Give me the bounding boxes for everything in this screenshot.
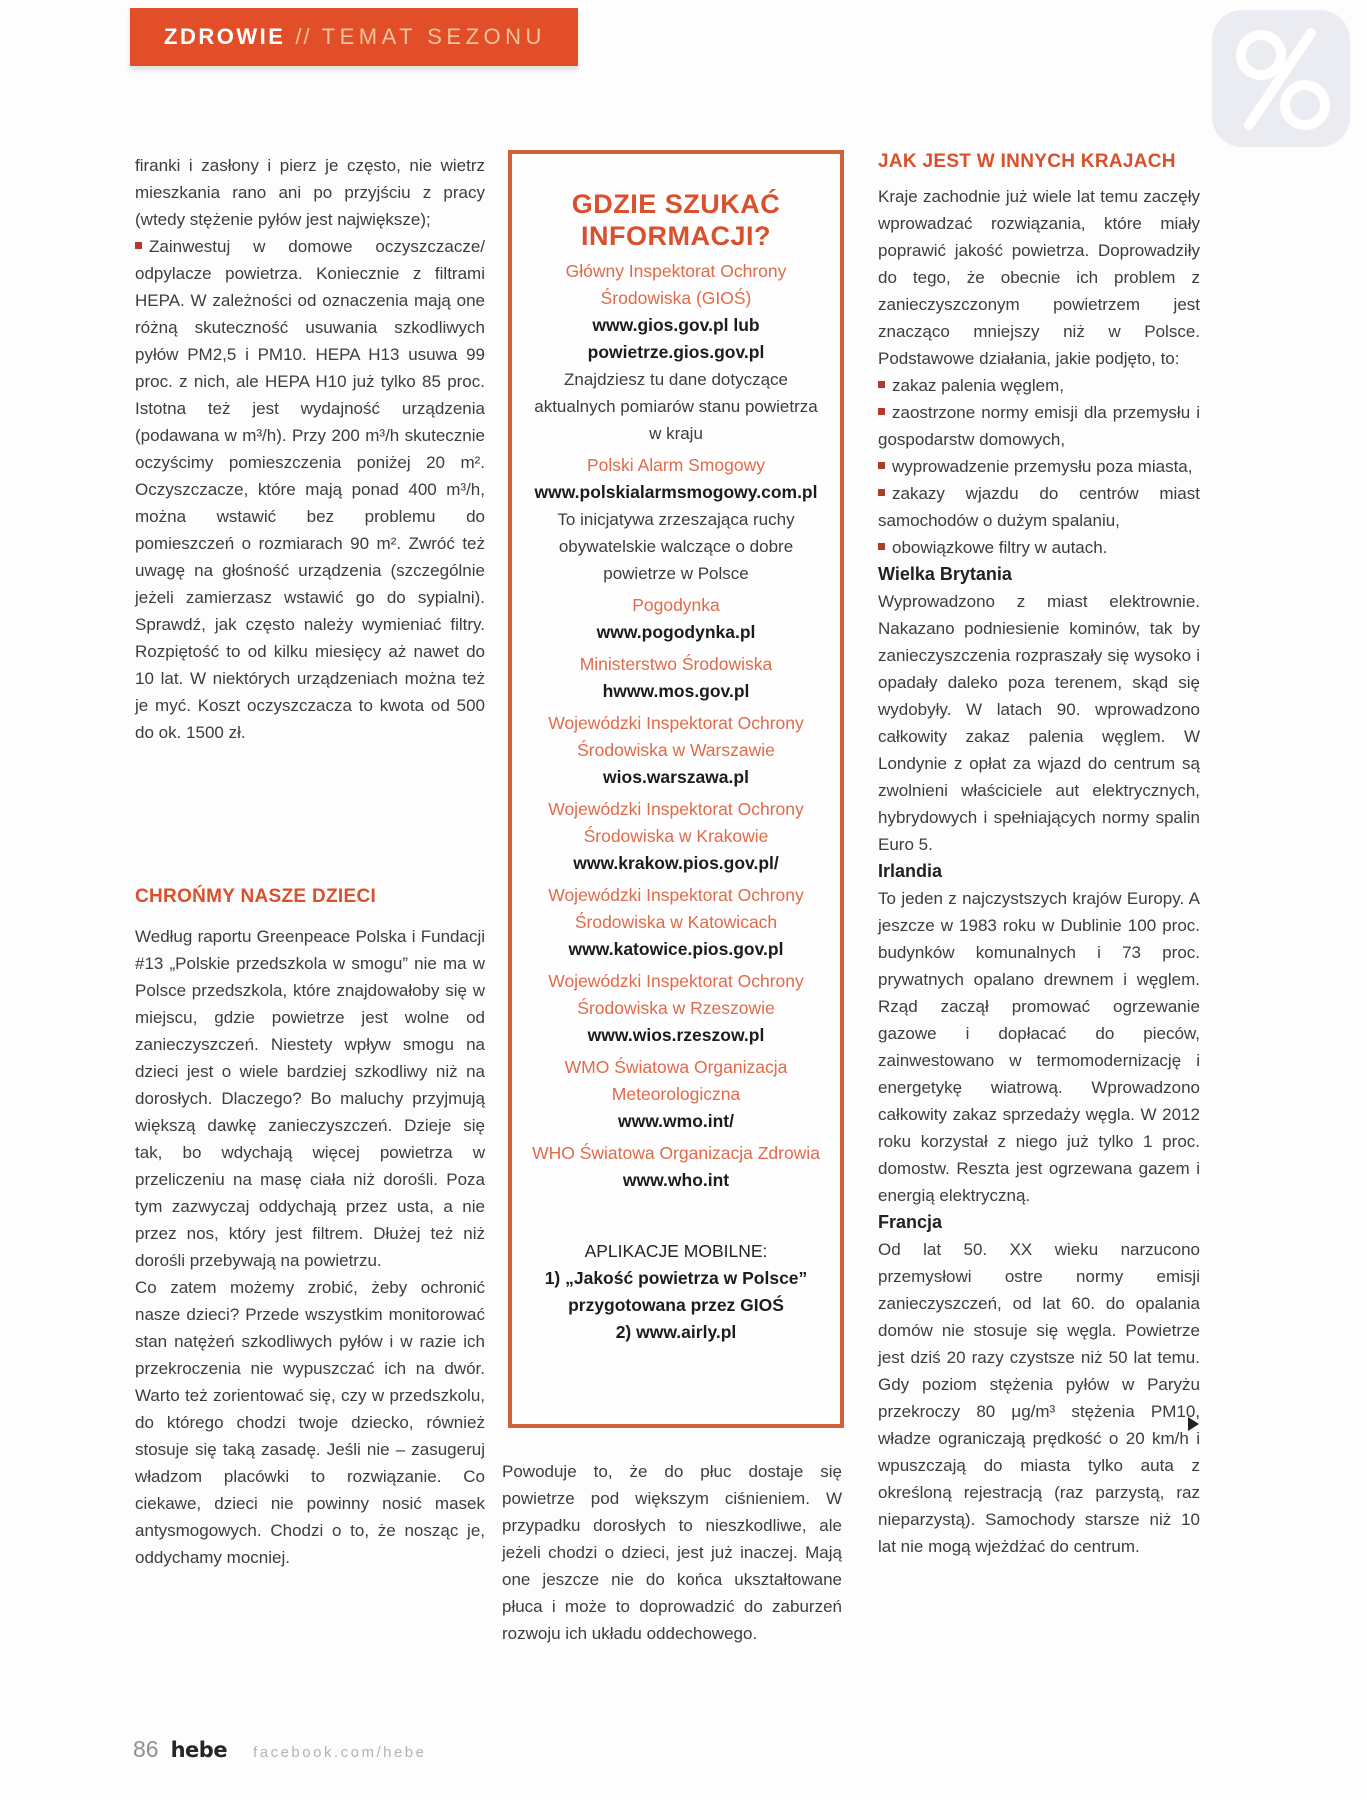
info-source-name: WHO Światowa Organizacja Zdrowia (532, 1143, 820, 1163)
info-source (527, 651, 825, 705)
info-source-name: Wojewódzki Inspektorat Ochrony Środowiska w Krakowie (548, 799, 804, 846)
square-bullet-icon (878, 408, 885, 415)
section-name: ZDROWIE (164, 24, 286, 49)
measure-list-item (878, 453, 1200, 480)
square-bullet-icon (878, 462, 885, 469)
info-source-url: wios.warszawa.pl (603, 767, 749, 787)
info-source (527, 1054, 825, 1135)
info-source-url: www.krakow.pios.gov.pl/ (573, 853, 779, 873)
middle-column-paragraph: Powoduje to, że do płuc dostaje się powietrze pod większym ciśnieniem. W przypadku dorosłych to nieszkodliwe, ale jeżeli chodzi o dzieci, jest już inaczej. Mają one jeszcze nie do końca ukształtowane płuca i może to doprowadzić do zaburzeń rozwoju ich układu oddechowego. (502, 1462, 842, 1643)
section-heading-protect-children: CHROŃMY NASZE DZIECI (135, 886, 377, 907)
square-bullet-icon (878, 381, 885, 388)
paragraph-children-1: Według raportu Greenpeace Polska i Fundacji #13 „Polskie przedszkola w smogu” nie ma w Polsce przedszkola, które znajdowałoby się w miejscu, gdzie powietrze jest wolne od zanieczyszczeń. Niestety wpływ smogu na dzieci jest o wiele bardziej szkodliwy niż na dorosłych. Dlaczego? Bo maluchy przyjmują większą dawkę zanieczyszczeń. Dzieje się tak, bo wdychają więcej powietrza w przeliczeniu na masę ciała niż dorośli. Poza tym zazwyczaj oddychają przez usta, a nie przez nos, który jest filtrem. Dłużej też niż dorośli przebywają na powietrzu. (135, 927, 485, 1270)
paragraph-children-2: Co zatem możemy zrobić, żeby ochronić nasze dzieci? Przede wszystkim monitorować stan natężeń szkodliwych pyłów i w razie ich przekroczenia nie wypuszczać ich na dwór. Warto też zorientować się, czy w przedszkolu, do którego chodzi twoje dziecko, również stosuje się taką zasadę. Jeśli nie – zasugeruj władzom placówki to rozwiązanie. Co ciekawe, dzieci nie powinny nosić masek antysmogowych. Chodzi o to, że nosząc je, oddychamy mocniej. (135, 1278, 485, 1567)
section-header-bar (130, 8, 578, 66)
measure-text: wyprowadzenie przemysłu poza miasta, (892, 457, 1193, 476)
info-source (527, 258, 825, 447)
measure-text: zakazy wjazdu do centrów miast samochodów o dużym spalaniu, (878, 484, 1200, 530)
info-source (527, 452, 825, 587)
info-source-name: Główny Inspektorat Ochrony Środowiska (GIOŚ) (565, 261, 787, 308)
measure-list-item (878, 480, 1200, 534)
square-bullet-icon (878, 543, 885, 550)
mobile-apps-section (527, 1238, 825, 1346)
info-source (527, 710, 825, 791)
info-source (527, 968, 825, 1049)
info-source-url: hwww.mos.gov.pl (602, 681, 750, 701)
right-arrow-icon (1188, 1417, 1199, 1431)
info-source-url: www.gios.gov.pl lub powietrze.gios.gov.pl (587, 315, 765, 362)
square-bullet-icon (135, 242, 142, 249)
country-paragraph-uk: Wyprowadzono z miast elektrownie. Nakazano podniesienie kominów, tak by zanieczyszczenia rozpraszały się wysoko i opadały daleko poza terenem, skąd się wydobyły. W latach 90. wprowadzono całkowity zakaz palenia węglem. W Londynie z opłat za wjazd do centrum są zwolnieni właściciele aut elektrycznych, hybrydowych i spełniających normy spalin Euro 5. (878, 592, 1200, 854)
left-column-top (135, 152, 485, 746)
info-source-url: www.katowice.pios.gov.pl (568, 939, 784, 959)
info-source-url: www.wmo.int/ (617, 1111, 734, 1131)
page-footer (133, 1736, 426, 1763)
info-source (527, 882, 825, 963)
measure-text: zaostrzone normy emisji dla przemysłu i gospodarstw domowych, (878, 403, 1200, 449)
mobile-app-item: 2) www.airly.pl (615, 1322, 737, 1342)
right-column (878, 150, 1200, 1560)
info-box (508, 150, 844, 1428)
percent-icon (1212, 10, 1350, 147)
measure-text: zakaz palenia węglem, (892, 376, 1064, 395)
info-source-description: To inicjatywa zrzeszająca ruchy obywatelskie walczące o dobre powietrze w Polsce (557, 510, 795, 583)
info-source-url: www.pogodynka.pl (596, 622, 756, 642)
measure-text: obowiązkowe filtry w autach. (892, 538, 1108, 557)
info-source-url: www.wios.rzeszow.pl (587, 1025, 765, 1045)
section-topic: TEMAT SEZONU (321, 24, 546, 49)
section-separator: // (295, 24, 312, 49)
brand-logo: hebe (170, 1738, 228, 1762)
page-number: 86 (133, 1736, 159, 1762)
info-source-name: Wojewódzki Inspektorat Ochrony Środowiska w Katowicach (548, 885, 804, 932)
info-source-url: www.who.int (622, 1170, 730, 1190)
country-heading-ireland: Irlandia (878, 861, 943, 881)
info-source (527, 1140, 825, 1194)
other-countries-intro: Kraje zachodnie już wiele lat temu zaczęły wprowadzać rozwiązania, które miały poprawić jakość powietrza. Doprowadziły do tego, że obecnie ich problem z zanieczyszczonym powietrzem jest znacząco mniejszy niż w Polsce. Podstawowe działania, jakie podjęto, to: (878, 187, 1200, 368)
info-source-name: Pogodynka (632, 595, 720, 615)
info-source-description: Znajdziesz tu dane dotyczące aktualnych pomiarów stanu powietrza w kraju (534, 370, 818, 443)
info-box-title: GDZIE SZUKAĆ INFORMACJI? (571, 189, 781, 251)
country-heading-uk: Wielka Brytania (878, 564, 1012, 584)
square-bullet-icon (878, 489, 885, 496)
country-paragraph-france: Od lat 50. XX wieku narzucono przemysłowi ostre normy emisji zanieczyszczeń, od lat 60. do opalania domów nie stosuje się węgla. Powietrze jest dziś 20 razy czystsze niż 50 lat temu. Gdy poziom stężenia pyłów w Paryżu przekroczy 80 μg/m³ stężenia PM10, władze ograniczają prędkość o 20 km/h i wpuszczają do miasta tylko auta z określoną rejestracją (raz parzystą, raz nieparzystą). Samochody starsze niż 10 lat nie mogą wjeżdżać do centrum. (878, 1240, 1200, 1556)
info-source-url: www.polskialarmsmogowy.com.pl (534, 482, 818, 502)
info-source-name: Wojewódzki Inspektorat Ochrony Środowiska w Warszawie (548, 713, 804, 760)
info-source-name: Polski Alarm Smogowy (587, 455, 765, 475)
intro-paragraph: firanki i zasłony i pierz je często, nie wietrz mieszkania rano ani po przyjściu z pracy (wtedy stężenie pyłów jest największe); (135, 156, 485, 229)
measure-list-item (878, 372, 1200, 399)
info-source-name: WMO Światowa Organizacja Meteorologiczna (564, 1057, 788, 1104)
section-heading-other-countries: JAK JEST W INNYCH KRAJACH (878, 151, 1176, 172)
info-source (527, 796, 825, 877)
info-source (527, 592, 825, 646)
tip-list-item-text: Zainwestuj w domowe oczyszczacze/ odpylacze powietrza. Koniecznie z filtrami HEPA. W zależności od oznaczenia mają one różną skuteczność usuwania szkodliwych pyłów PM2,5 i PM10. HEPA H13 usuwa 99 proc. z nich, ale HEPA H10 już tylko 85 proc. Istotna też jest wydajność urządzenia (podawana w m³/h). Przy 200 m³/h skutecznie oczyścimy pomieszczenia poniżej 20 m². Oczyszczacze, które mają ponad 400 m³/h, można wstawić bez problemu do pomieszczeń o rozmiarach 90 m². Zwróć też uwagę na głośność urządzenia (szczególnie jeżeli zamierzasz wstawić go do sypialni). Sprawdź, jak często należy wymieniać filtry. Rozpiętość to od kilku miesięcy aż nawet do 10 lat. W niektórych urządzeniach można też je myć. Koszt oczyszczacza to kwota od 500 do ok. 1500 zł. (135, 237, 485, 742)
mobile-app-item: 1) „Jakość powietrza w Polsce” przygotowana przez GIOŚ (544, 1268, 808, 1315)
mobile-apps-heading: APLIKACJE MOBILNE: (584, 1241, 768, 1261)
info-source-name: Wojewódzki Inspektorat Ochrony Środowiska w Rzeszowie (548, 971, 804, 1018)
measure-list-item (878, 534, 1200, 561)
facebook-url: facebook.com/hebe (253, 1744, 427, 1761)
measure-list-item (878, 399, 1200, 453)
country-heading-france: Francja (878, 1212, 943, 1232)
country-paragraph-ireland: To jeden z najczystszych krajów Europy. A jeszcze w 1983 roku w Dublinie 100 proc. budynków komunalnych i 73 proc. prywatnych opalano drewnem i węglem. Rząd zaczął promować ogrzewanie gazowe i dopłacać do pieców, zainwestowano w termomodernizację i energetykę wiatrową. Wprowadzono całkowity zakaz sprzedaży węgla. W 2012 roku korzystał z niego już tylko 1 proc. domostw. Reszta jest ogrzewana gazem i energią elektryczną. (878, 889, 1200, 1205)
left-column-bottom (135, 885, 485, 1571)
tip-list-item (135, 233, 485, 746)
info-source-name: Ministerstwo Środowiska (579, 654, 773, 674)
